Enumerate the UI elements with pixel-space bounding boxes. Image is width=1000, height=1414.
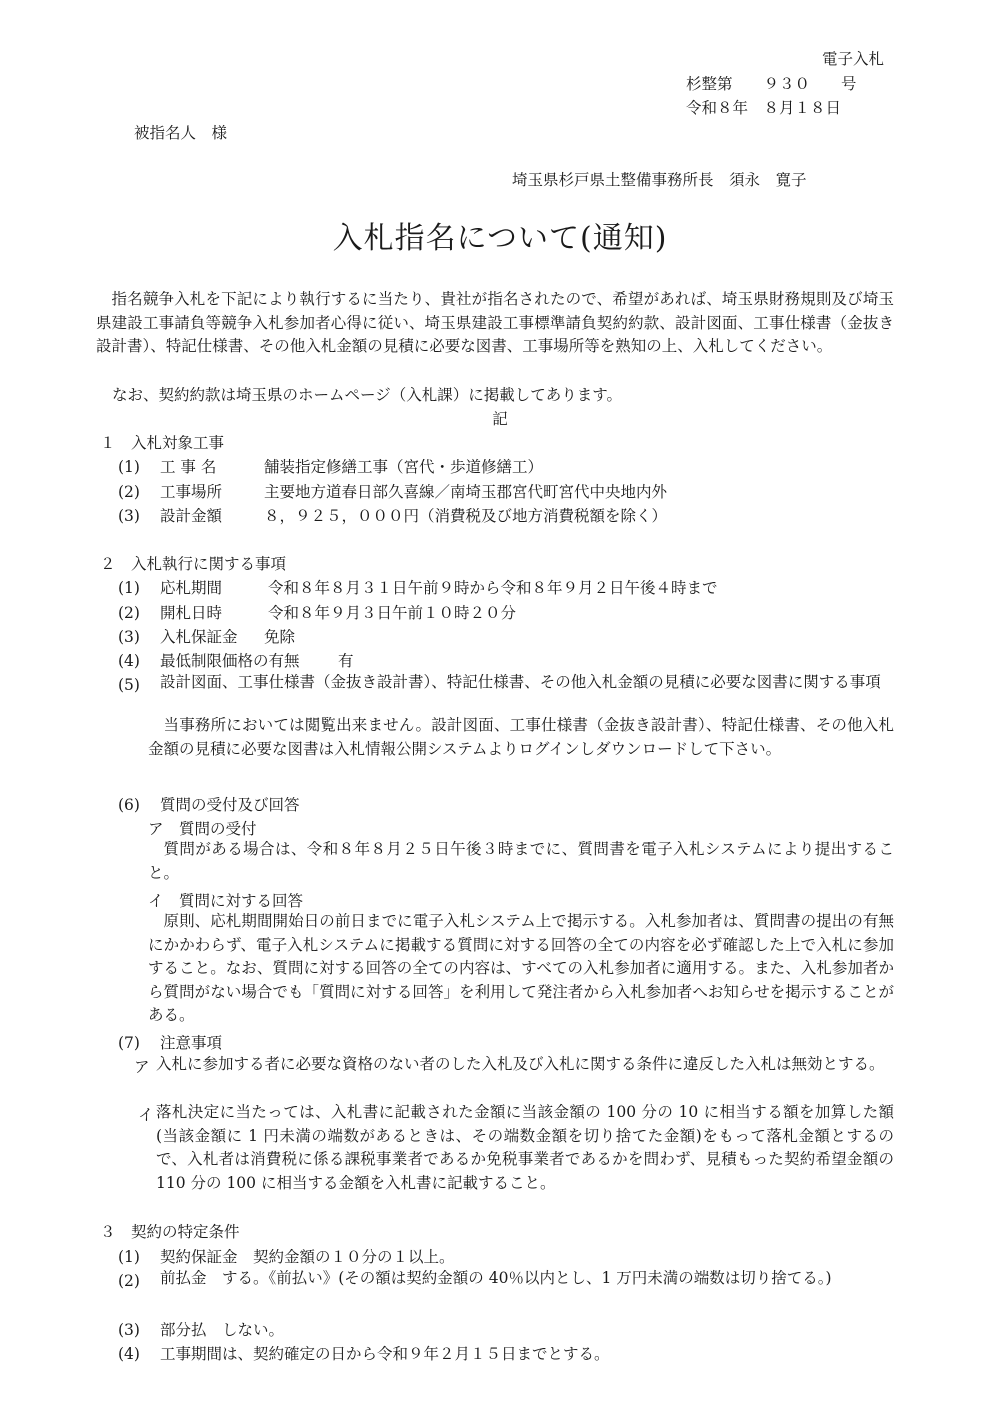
item-label: 設計金額 xyxy=(160,507,223,525)
page-title: 入札指名について(通知) xyxy=(332,221,668,256)
item-value: 令和８年８月３１日午前９時から令和８年９月２日午後４時まで xyxy=(268,579,718,597)
item-number: (1) xyxy=(118,458,140,476)
item-number: (4) xyxy=(118,652,140,670)
item-number: (2) xyxy=(118,483,140,501)
item-value: 舗装指定修繕工事（宮代・歩道修繕工） xyxy=(264,458,544,476)
item-number: (1) xyxy=(118,579,140,597)
item-label: 最低制限価格の有無 xyxy=(160,652,300,670)
item-label: 質問の受付及び回答 xyxy=(160,796,300,814)
item-body: 当事務所においては閲覧出来ません。設計図面、工事仕様書（金抜き設計書）、特記仕様書、その他入札金額の見積に必要な図書は入札情報公開システムよりログインしダウンロードして下さい。 xyxy=(148,716,894,758)
item-text: 工事期間は、契約確定の日から令和９年２月１５日までとする。 xyxy=(160,1345,610,1363)
item-text: 契約保証金 契約金額の１０分の１以上。 xyxy=(160,1248,455,1266)
subitem-body: 質問がある場合は、令和８年８月２５日午後３時までに、質問書を電子入札システムにより提出すること。 xyxy=(148,840,894,882)
item-label: 工事場所 xyxy=(160,483,223,501)
sender: 埼玉県杉戸県土整備事務所長 須永 寛子 xyxy=(512,171,807,189)
doc-type-label: 電子入札 xyxy=(822,50,885,68)
intro-paragraph: 指名競争入札を下記により執行するに当たり、貴社が指名されたので、希望があれば、埼玉県財務規則及び埼玉県建設工事請負等競争入札参加者心得に従い、埼玉県建設工事標準請負契約約款、設計図面、工事仕様書（金抜き設計書）、特記仕様書、その他入札金額の見積に必要な図書、工事場所等を熟知の上、入札してください。 xyxy=(96,290,894,355)
item-text: 前払金 する。《前払い》(その額は契約金額の 40％以内とし、1 万円未満の端数は切り捨てる。) xyxy=(160,1269,832,1287)
item-number: (1) xyxy=(118,1248,140,1266)
item-label: 注意事項 xyxy=(160,1034,223,1052)
ki-label: 記 xyxy=(492,410,508,428)
recipient: 被指名人 様 xyxy=(134,124,228,142)
item-value: 免除 xyxy=(264,628,296,646)
item-number: (6) xyxy=(118,796,140,814)
subitem-mark: ア xyxy=(134,1058,150,1076)
subitem-mark: イ xyxy=(138,1106,154,1124)
subitem-body: 入札に参加する者に必要な資格のない者のした入札及び入札に関する条件に違反した入札は無効とする。 xyxy=(156,1055,885,1073)
item-number: (5) xyxy=(118,676,140,694)
item-number: (2) xyxy=(118,1272,140,1290)
subitem-heading: ア 質問の受付 xyxy=(148,820,257,838)
item-number: (2) xyxy=(118,604,140,622)
item-text: 設計図面、工事仕様書（金抜き設計書）、特記仕様書、その他入札金額の見積に必要な図書に関する事項 xyxy=(160,673,881,691)
section3-heading: ３ 契約の特定条件 xyxy=(100,1223,240,1241)
item-value: ８，９２５，０００円（消費税及び地方消費税額を除く） xyxy=(264,507,668,525)
section1-heading: １ 入札対象工事 xyxy=(100,434,225,452)
item-number: (7) xyxy=(118,1034,140,1052)
item-value: 主要地方道春日部久喜線／南埼玉郡宮代町宮代中央地内外 xyxy=(264,483,668,501)
item-text: 部分払 しない。 xyxy=(160,1321,285,1339)
subitem-heading: イ 質問に対する回答 xyxy=(148,892,304,910)
item-number: (4) xyxy=(118,1345,140,1363)
item-number: (3) xyxy=(118,628,140,646)
intro-note: なお、契約約款は埼玉県のホームページ（入札課）に掲載してあります。 xyxy=(112,386,622,404)
document-number: 杉整第 ９３０ 号 xyxy=(686,75,857,93)
subitem-body: 落札決定に当たっては、入札書に記載された金額に当該金額の 100 分の 10 に相当する額を加算した額(当該金額に 1 円未満の端数があるときは、その端数金額を切り捨てた金額)をもって落札金額とするので、入札者は消費税に係る課税事業者であるか免税事業者であるかを問わず、見積もった契約希望金額の 110 分の 100 に相当する金額を入札書に記載すること。 xyxy=(156,1103,894,1192)
document-date: 令和８年 ８月１８日 xyxy=(686,99,842,117)
item-number: (3) xyxy=(118,507,140,525)
item-value: 令和８年９月３日午前１０時２０分 xyxy=(268,604,517,622)
item-label: 工 事 名 xyxy=(160,458,217,476)
item-value: 有 xyxy=(338,652,354,670)
subitem-body: 原則、応札期間開始日の前日までに電子入札システム上で掲示する。入札参加者は、質問書の提出の有無にかかわらず、電子入札システムに掲載する質問に対する回答の全ての内容を必ず確認した上で入札に参加すること。なお、質問に対する回答の全ての内容は、すべての入札参加者に適用する。また、入札参加者から質問がない場合でも「質問に対する回答」を利用して発注者から入札参加者へお知らせを掲示することがある。 xyxy=(148,912,894,1024)
section2-heading: ２ 入札執行に関する事項 xyxy=(100,555,287,573)
item-label: 入札保証金 xyxy=(160,628,238,646)
item-label: 開札日時 xyxy=(160,604,223,622)
item-number: (3) xyxy=(118,1321,140,1339)
item-label: 応札期間 xyxy=(160,579,223,597)
